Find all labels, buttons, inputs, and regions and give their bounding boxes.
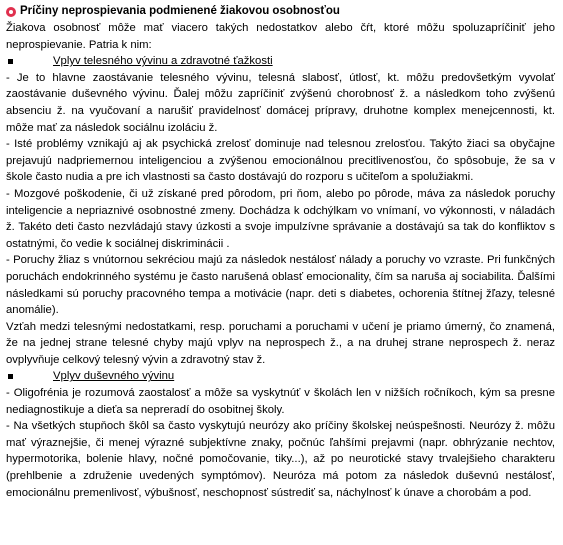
paragraph: - Isté problémy vznikajú aj ak psychická zrelosť dominuje nad telesnou zrelosťou. Takýto žiaci sa obyčajne prejavujú nadpriemernou inteligenciou a zvýšenou emocionálnou precitlivenosťou, čo spôsobuje, že sa v škole často nudia a pre ich vlastnosti sa často dostávajú do rozporu s učiteľom a spolužiakmi.: [6, 138, 555, 184]
section-heading-label: Vplyv telesného vývinu a zdravotné ťažkosti: [53, 55, 273, 68]
section-heading-label: Vplyv duševného vývinu: [53, 370, 175, 383]
section-heading-1: [6, 53, 555, 70]
paragraph: - Mozgové poškodenie, či už získané pred pôrodom, pri ňom, alebo po pôrode, máva za následok poruchy inteligencie a nepriaznivé osobnostné zmeny. Dochádza k odchýlkam vo vnímaní, vo výkonnosti, v náladách ž. Takéto deti často nezvládajú stavy úzkosti a svoje impulzívne správanie a dostávajú sa tak do konfliktov s ostatnými, čo vedie k sociálnej diskriminácii .: [6, 187, 555, 250]
page-title: Príčiny neprospievania podmienené žiakovou osobnosťou: [20, 5, 340, 18]
intro-paragraph: Žiakova osobnosť môže mať viacero takých nedostatkov alebo čŕt, ktoré môžu spoluzapríčiniť jeho neprospievanie. Patria k nim:: [6, 22, 555, 51]
square-bullet-icon: [8, 59, 13, 64]
square-bullet-icon: [8, 374, 13, 379]
red-bullet-icon: [6, 7, 16, 17]
paragraph: - Na všetkých stupňoch škôl sa často vyskytujú neurózy ako príčiny školskej neúspešnosti. Neurózy ž. môžu mať výraznejšie, či menej výrazné subjektívne znaky, počnúc ľahšími prejavmi (napr. obhrýzanie nechtov, hypermotorika, bolenie hlavy, nočné pomočovanie, tiky...), až po neurotické stavy trvalejšieho charakteru (prehlbenie a združenie uvedených symptómov). Neuróza má potom za následok duševnú nestálosť, emocionálnu premenlivosť, výbušnosť, neschopnosť sústrediť sa, náchylnosť k únave a chorobám a pod.: [6, 420, 555, 499]
paragraph: - Oligofrénia je rozumová zaostalosť a môže sa vyskytnúť v školách len v nižších ročníkoch, kým sa presne nediagnostikuje a dieťa sa nepreradí do osobitnej školy.: [6, 387, 555, 416]
paragraph: Vzťah medzi telesnými nedostatkami, resp. poruchami a poruchami v učení je priamo úmerný, čo znamená, že na jednej strane telesné chyby majú vplyv na neprospech ž., a na druhej strane neprospech ž. neraz ovplyvňuje celkový telesný vývin a zdravotný stav ž.: [6, 320, 555, 366]
section-heading-2: [6, 368, 555, 385]
title-row: [6, 3, 555, 20]
paragraph: - Je to hlavne zaostávanie telesného vývinu, telesná slabosť, útlosť, kt. môžu predovšetkým vyvolať zaostávanie duševného vývinu. Ďalej môžu zapríčiniť zvýšenú chorobnosť ž. a následkom toho zvýšenú absenciu ž. na vyučovaní a narušiť pravidelnosť domácej prípravy, druhotne komplex menejcennosti, kt. môže mať za následok sociálnu izoláciu ž.: [6, 71, 555, 134]
paragraph: - Poruchy žliaz s vnútornou sekréciou majú za následok nestálosť nálady a poruchy vo vzraste. Pri funkčných poruchách endokrinného systému je často narušená oblasť emocionality, čím sa naruša aj sociabilita. Ďalšími následkami sú poruchy pracovného tempa a motivácie (napr. deti s diabetes, ochorenia štítnej žľazy, telesné anomálie).: [6, 254, 555, 317]
